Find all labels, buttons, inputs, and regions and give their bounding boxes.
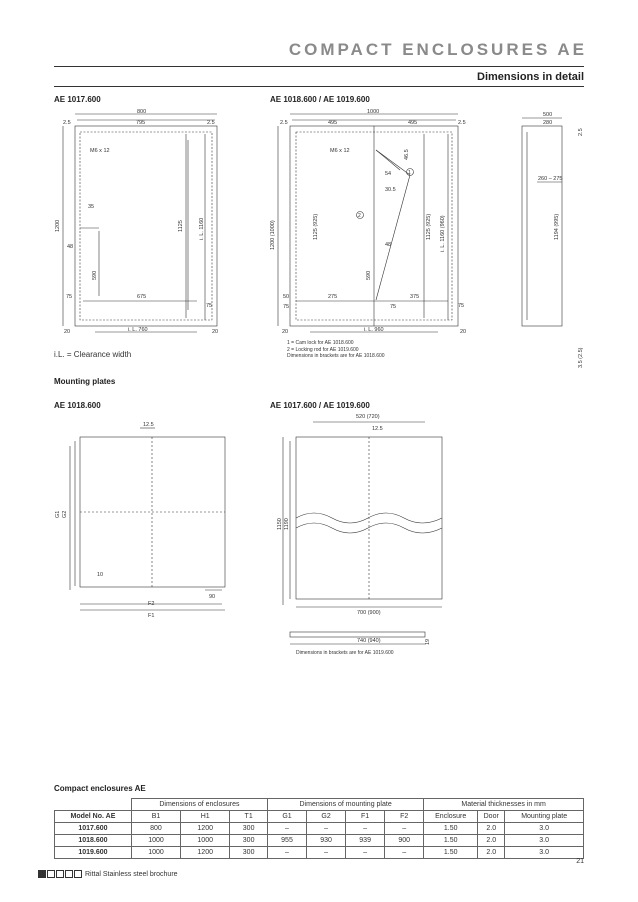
ae1018-w495a: 495 [328, 120, 338, 126]
square-icon [65, 870, 73, 878]
ae1018-edge-l: 2.5 [280, 120, 288, 126]
side-w500: 500 [543, 112, 553, 118]
mp-left-d90: 90 [209, 594, 216, 600]
ae1018-w-total: 1000 [367, 109, 380, 115]
footer-brand: Rittal Stainless steel brochure [84, 870, 178, 878]
ae1018-h-right: 1125 (925) [426, 213, 432, 240]
ae1018-d75a: 75 [283, 304, 290, 310]
page-number: 21 [576, 858, 584, 865]
ae1017-h-inner: 1125 [178, 220, 184, 232]
square-icon [56, 870, 64, 878]
ae1018-d275: 275 [328, 294, 338, 300]
mp-right-d125: 12.5 [372, 426, 383, 432]
col-door: Door [478, 811, 505, 823]
ae1017-d48: 48 [67, 244, 74, 250]
ae1018-il-h: i. L. 1160 (960) [440, 215, 446, 252]
ae1018-d54: 54 [385, 171, 392, 177]
col-b1: B1 [131, 811, 180, 823]
side-h1194: 1194 (995) [554, 213, 560, 240]
col-model: Model No. AE [55, 811, 132, 823]
ae1017-inner [80, 132, 212, 320]
mp-right-h1190: 1190 [284, 518, 290, 530]
ae1018-notes [287, 340, 385, 360]
ae1017-w-total: 800 [137, 109, 147, 115]
group-mounting: Dimensions of mounting plate [267, 799, 423, 811]
ae1017-d35: 35 [88, 204, 95, 210]
col-h1: H1 [181, 811, 230, 823]
group-enclosures: Dimensions of enclosures [131, 799, 267, 811]
ae1018-marker-1: 1 [408, 170, 411, 176]
clearance-legend: i.L. = Clearance width [54, 350, 132, 359]
ae1017-b20r: 20 [212, 329, 219, 335]
col-enclosure: Enclosure [424, 811, 478, 823]
mp-left-d125: 12.5 [143, 422, 154, 428]
square-icon [74, 870, 82, 878]
ae1018-screw: M6 x 12 [330, 148, 350, 154]
ae1018-h-total: 1200 (1000) [270, 220, 276, 250]
mp-left-g2: G2 [62, 510, 68, 518]
ae1018-h-left: 1125 (925) [313, 213, 319, 240]
mp-left-f1: F1 [148, 613, 155, 619]
ae1017-h-total: 1200 [55, 219, 61, 232]
ae1017-edge-r: 2.5 [207, 120, 215, 126]
spec-table [54, 798, 584, 859]
mp-right-w700: 700 (900) [357, 610, 381, 616]
col-mounting-plate: Mounting plate [505, 811, 584, 823]
mp-right-d19: 19 [425, 638, 431, 645]
side-w280: 280 [543, 120, 553, 126]
table-row: 1017.600 800 1200 300 – – – – 1.50 2.0 3.0 [55, 823, 584, 835]
ae1018-d75b: 75 [390, 304, 397, 310]
ae1018-d75c: 75 [458, 303, 465, 309]
mp-left-g1: G1 [55, 510, 61, 518]
ae1018-d590: 590 [366, 270, 372, 280]
ae1017-title: AE 1017.600 [54, 95, 101, 104]
ae1018-title: AE 1018.600 / AE 1019.600 [270, 95, 370, 104]
ae1017-screw: M6 x 12 [90, 148, 110, 154]
ae1018-b20r: 20 [460, 329, 467, 335]
ae1017-edge-l: 2.5 [63, 120, 71, 126]
ae1018-b20l: 20 [282, 329, 289, 335]
mp-right-note: Dimensions in brackets are for AE 1019.600 [296, 650, 394, 656]
mp-right-title: AE 1017.600 / AE 1019.600 [270, 401, 370, 410]
note-brackets: Dimensions in brackets are for AE 1018.600 [287, 353, 385, 359]
col-f2: F2 [385, 811, 424, 823]
mp-right-h1150: 1150 [277, 518, 283, 530]
col-g2: G2 [307, 811, 346, 823]
ae1017-b20l: 20 [64, 329, 71, 335]
mp-left-f2: F2 [148, 601, 155, 607]
side-e25: 2.5 [578, 128, 584, 136]
ae1018-d375: 375 [410, 294, 420, 300]
group-material: Material thicknesses in mm [424, 799, 584, 811]
square-icon [38, 870, 46, 878]
page-subtitle: Dimensions in detail [477, 71, 584, 83]
table-row: 1019.600 1000 1200 300 – – – – 1.50 2.0 3.0 [55, 847, 584, 859]
table-header-row [55, 811, 584, 823]
ae1017-d675: 675 [137, 294, 147, 300]
col-f1: F1 [346, 811, 385, 823]
note-cam-lock: 1 = Cam lock for AE 1018.600 [287, 340, 354, 346]
side-range: 260 – 275 [538, 176, 563, 182]
ae1018-d46: 46.5 [404, 149, 410, 160]
ae1017-d75l: 75 [66, 294, 73, 300]
ae1017-il-w: i. L. 760 [128, 327, 148, 333]
ae1018-d48: 48 [385, 242, 392, 248]
col-g1: G1 [267, 811, 306, 823]
col-t1: T1 [230, 811, 268, 823]
mounting-title: Mounting plates [54, 377, 116, 386]
mp-right-w740: 740 (940) [357, 638, 381, 644]
ae1018-w495b: 495 [408, 120, 418, 126]
mp-right-w520: 520 (720) [356, 414, 380, 420]
ae1018-edge-r: 2.5 [458, 120, 466, 126]
ae1017-w-inner: 795 [136, 120, 146, 126]
ae1018-marker-2: 2 [358, 213, 361, 219]
ae1017-d590: 590 [92, 270, 98, 280]
mp-left-d10: 10 [97, 572, 104, 578]
table-row: 1018.600 1000 1000 300 955 930 939 900 1.50 2.0 3.0 [55, 835, 584, 847]
ae1018-il-w: i. L. 960 [364, 327, 384, 333]
page-title: COMPACT ENCLOSURES AE [288, 40, 587, 59]
ae1018-d30: 30.5 [385, 187, 396, 193]
note-locking-rod: 2 = Locking rod for AE 1019.600 [287, 346, 359, 353]
table-title: Compact enclosures AE [54, 784, 146, 793]
side-d35: 3.5 (2.5) [578, 347, 584, 368]
footer [38, 870, 178, 878]
square-icon [47, 870, 55, 878]
table-group-row [55, 799, 584, 811]
mp-left-title: AE 1018.600 [54, 401, 101, 410]
ae1017-il-h: i. L. 1160 [199, 217, 205, 240]
ae1017-d75r: 75 [206, 303, 213, 309]
ae1018-d50: 50 [283, 294, 290, 300]
